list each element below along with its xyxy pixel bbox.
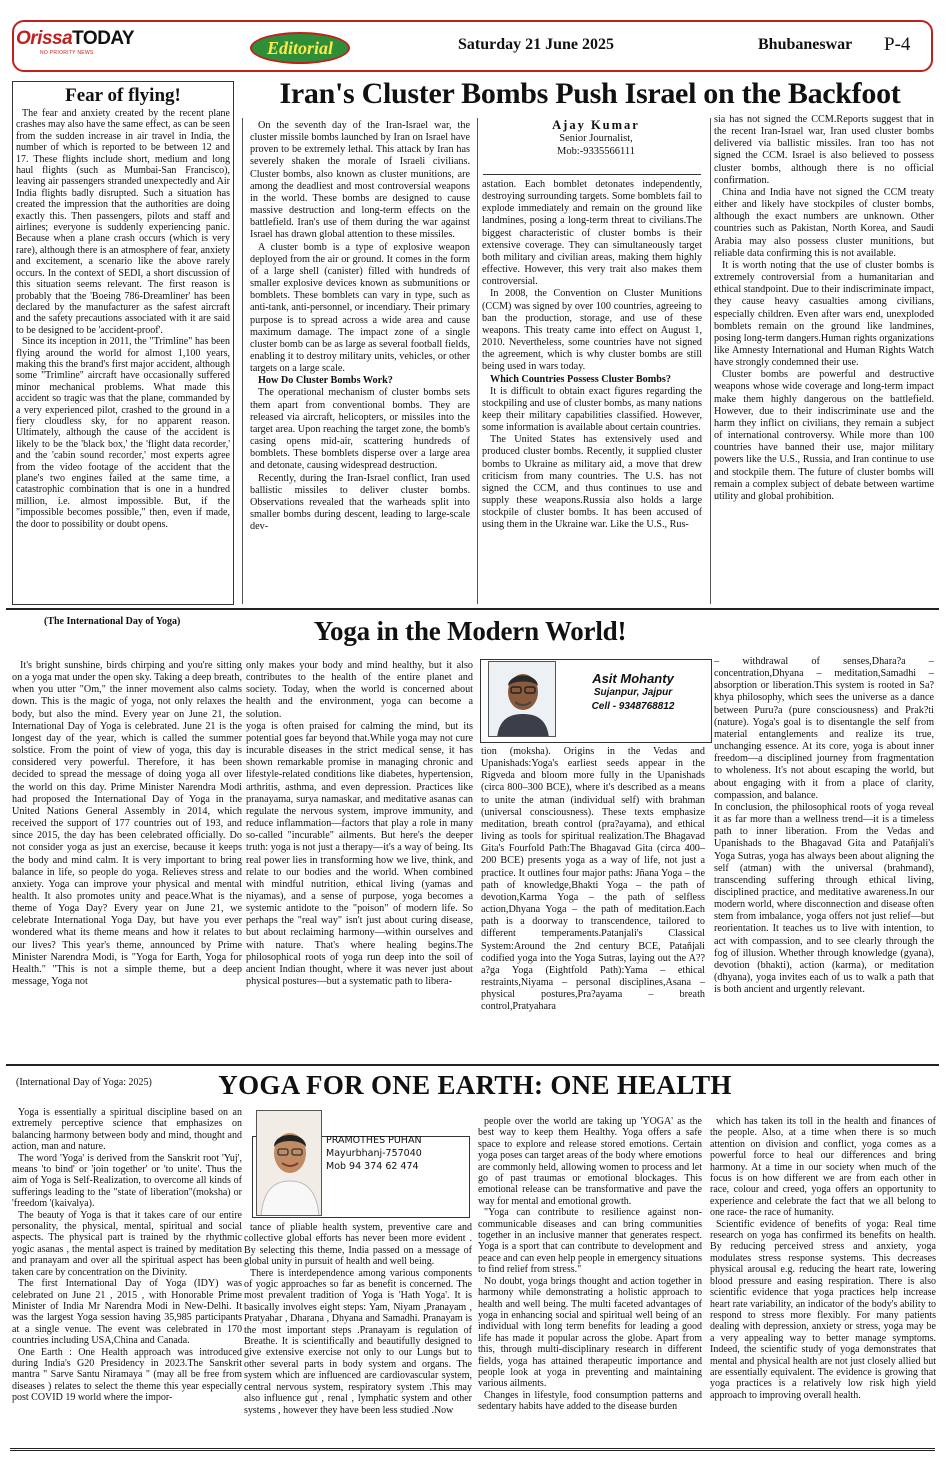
paragraph: There is interdependence among various components of yogic approaches so far as benefit is concerned. The most prevalent tradition of Yoga is 'Hath Yoga'. It is basically involves eight steps: Yam, Niyam ,Pranayam , Pratyahar , Dharana , Dhyana and Samadhi. Pranayam is the most important steps .Pranayam is regulation of Breathe. It is scientifically and beautifully designed to give extensive exercise not only to our Lungs but to other several parts in body system and organs. The system which are influenced are cardiovascular system, central nervous system, respiratory system .This may also influence gut , renal , lymphatic system and other systems , however they have been less studied .Now — [244, 1267, 472, 1416]
column-divider — [242, 118, 243, 604]
article-headline: Yoga in the Modern World! — [313, 616, 627, 646]
subheading: How Do Cluster Bombs Work? — [258, 375, 393, 387]
paragraph: One Earth : One Health approach was introduced during India's G20 Presidency in 2023.The Sanskrit mantra " Sarve Santu Niramaya " (may all be free from diseases ) relates to select the theme this year especially post COVID 19 world where the impor- — [12, 1346, 242, 1404]
author-place: Sujanpur, Jajpur — [593, 687, 673, 698]
paragraph: The United States has extensively used and produced cluster bombs. Recently, it supplied cluster bombs to Ukraine as military aid, a move that drew criticism from many countries. The U.S. has not signed the CCM, and thus continues to use and supply these weapons.Russia also holds a large stockpile of cluster bombs. It has been accused of using them in the Ukraine war. Like the U.S., Rus- — [482, 434, 702, 531]
section-badge: Editorial — [250, 32, 350, 64]
author-box — [484, 119, 708, 158]
article-column — [246, 660, 473, 1060]
paragraph: No doubt, yoga brings thought and action together in harmony while demonstrating a holistic approach to health and well being. The multi faceted advantages of yoga in enhancing social and spiritual well being of an individual with long term benefits for leading a good life has made it popular across the globe. Apart from this, through multi-disciplinary research in different fields, yoga has attained therapeutic importance and people look at yoga in preventing and maintaining various ailments. — [478, 1275, 702, 1390]
paragraph: which has taken its toll in the health and finances of the people. Also, at a time when there is so much attention on division and conflict, yoga comes as a powerful force to heal our differences and bring harmony. At a time in our society when much of the focus is on how different we are from each other in race, colour and creed, yoga offers an opportunity to experience and celebrate the fact that we all belong to one race- the race of humanity. — [710, 1116, 936, 1219]
page-bottom-rule — [10, 1448, 935, 1451]
article-column — [250, 120, 470, 602]
person-icon — [257, 1111, 322, 1216]
author-info — [560, 672, 706, 714]
author-role: Senior Journalist, — [559, 133, 633, 144]
person-icon — [489, 662, 556, 737]
paragraph: It is worth noting that the use of cluster bombs is extremely controversial from a humanitarian and ethical standpoint. Due to their indiscriminate impact, they cause heavy casualties among civilians, especially children. Even after wars end, unexploded bomblets remain on the ground like landmines, posing long-term dangers.Human rights organizations like Amnesty International and Human Rights Watch have strongly condemned their use. — [714, 259, 934, 369]
edition-date: Saturday 21 June 2025 — [458, 36, 615, 53]
paragraph: tance of pliable health system, preventive care and collective global efforts has never been more evident . By selecting this theme, India passed on a message of global unity in pursuit of health and well being. — [244, 1222, 472, 1268]
paragraph: Changes in lifestyle, food consumption patterns and sedentary habits have added to the disease burden — [478, 1389, 702, 1413]
paragraph: astation. Each bomblet detonates independently, destroying surrounding targets. Some bomblets fail to explode immediately and remain on the ground like landmines, posing a long-term threat to civilians.The biggest characteristic of cluster bombs is their extensive coverage. They can simultaneously target both military and civilian areas, making them highly effective. However, this very trait also makes them controversial. — [482, 179, 702, 288]
logo-tagline: NO PRIORITY NEWS — [40, 50, 94, 56]
paragraph: Yoga is essentially a spiritual discipline based on an extremely perceptive science that emphasizes on balancing harmony between body and mind, thought and action, man and nature. — [12, 1107, 242, 1153]
paragraph: In 2008, the Convention on Cluster Munitions (CCM) was signed by over 100 countries, agreeing to ban the production, storage, and use of these weapons. This treaty came into effect on August 1, 2010. Nevertheless, some countries have not signed the agreement, which is why cluster bombs are still being used in wars today. — [482, 288, 702, 373]
edition-city: Bhubaneswar — [758, 36, 853, 53]
paragraph: It is difficult to obtain exact figures regarding the stockpiling and use of cluster bombs, as many nations keep their military capabilities classified. However, some information is available about certain countries. — [482, 385, 702, 434]
article-column — [482, 179, 702, 602]
article-column — [710, 1116, 936, 1446]
article-column — [478, 1116, 702, 1446]
paragraph: only makes your body and mind healthy, but it also contributes to the health of the entire planet and society. Today, when the world is concerned about health and the environment, yoga can become a solution. — [246, 660, 473, 720]
subheading: Which Countries Possess Cluster Bombs? — [490, 373, 671, 385]
paragraph: The first International Day of Yoga (IDY) was celebrated on June 21 , 2015 , with Honorable Prime Minister of India Mr Narendra Modi in New-Delhi. It was the largest Yoga session having 35,985 participants at a single venue. The event was celebrated in 170 countries including USA,China and Canada. — [12, 1278, 242, 1347]
column-divider — [710, 118, 711, 604]
sidebar-body — [16, 108, 230, 602]
article-headline: YOGA FOR ONE EARTH: ONE HEALTH — [218, 1070, 732, 1100]
paragraph: A cluster bomb is a type of explosive weapon deployed from the air or ground. It comes in the form of a large shell (canister) filled with hundreds of smaller explosive devices known as submunitions or bomblets. These bomblets can vary in type, such as anti-tank, anti-personnel, or incendiary. Their primary purpose is to spread across a wide area and cause maximum damage. The impact zone of a single cluster bomb can be as large as several football fields, enabling it to destroy military units, vehicles, or other targets on a large scale. — [250, 241, 470, 375]
author-name: PRAMOTHES PUHAN — [326, 1135, 422, 1146]
paragraph: The fear and anxiety created by the recent plane crashes may also have the same effect, as can be seen from the sudden increase in air travel in India, the number of which is reported to be between 12 and 17. These flights include short, medium and long haul flights (such as Mumbai-San Francisco), leaving air passengers stranded unexpectedly and Air India flights badly disrupted. Such a situation has created the impression that the authorities are doing exactly this. Then passengers, pilots and staff and airlines; everyone is suddenly experiencing panic. Because when a plane crash occurs (which is very rare), although there is an atmosphere of fear, anxiety and excitement, a scenario like the above rarely occurs. In the context of SEDI, a short discussion of this situation seems relevant. The first reason is probably that the 'Boeing 786-Dreamliner' has been declared by the manufacturer as the safest aircraft and the safety precautions associated with it are said to be designed to be 'accident-proof'. — [16, 108, 230, 336]
author-info — [326, 1134, 422, 1173]
author-box-rule — [483, 174, 701, 175]
paragraph: yoga is often praised for calming the mind, but its potential goes far beyond that.While yoga may not cure incurable diseases in the strict medical sense, it has shown remarkable promise in managing chronic and lifestyle-related conditions like diabetes, hypertension, arthritis, asthma, and even depression. Practices like pranayama, surya namaskar, and meditative asanas can regulate the nervous system, improve immunity, and reduce inflammation—factors that play a role in many so-called "incurable" ailments. But here's the deeper truth: yoga is not just a therapy—it's a way of being. Its real power lies in transforming how we live, think, and relate to our bodies and the world. When combined with mindful nutrition, ethical living (yamas and niyamas), and a sense of purpose, yoga becomes a systemic antidote to the "poison" of modern life. So perhaps the "real way" isn't just about curing disease, but about reclaiming harmony—within ourselves and with nature. That's where healing begins.The philosophical roots of yoga run deep into the soil of ancient Indian thought, where it was never just about physical postures—but a systematic path to libera- — [246, 720, 473, 988]
article-kicker: (International Day of Yoga: 2025) — [16, 1077, 152, 1088]
article-column — [12, 660, 242, 1060]
page-number: P-4 — [884, 34, 911, 55]
sidebar-title: Fear of flying! — [65, 85, 181, 106]
paragraph: Since its inception in 2011, the "Trimline" has been flying around the world for almost 1,100 years, making this the brand's first major accident, although some "Trimline" aircraft have occasionally suffered minor mechanical problems. What made this accident so tragic was that the plane, commanded by a very experienced pilot, crashed to the ground in a fiery cloudless sky, for no apparent reason. Ultimately, although the cause of the accident is likely to be the 'black box,' the 'flight data recorder,' and the 'cabin sound recorder,' most experts agree from the video footage of the accident that the plane's two engines failed at the same time, a catastrophic combination that is one in a hundred million, i.e. almost impossible. But, if the "impossible becomes possible," then, even if made, the door to possibility or doubt opens. — [16, 336, 230, 530]
paragraph: The operational mechanism of cluster bombs sets them apart from conventional bombs. They are released via aircraft, helicopters, or missiles into the target area. Upon reaching the target zone, the bomb's casing opens mid-air, scattering hundreds of bomblets. These bomblets disperse over a large area and detonate, causing widespread destruction. — [250, 387, 470, 472]
article-column — [244, 1222, 472, 1446]
paragraph: China and India have not signed the CCM treaty either and likely have stockpiles of cluster bombs, although the exact numbers are unknown. Other countries such as Pakistan, North Korea, and Saudi Arabia may also possess cluster munitions, but reliable data confirming this is not available. — [714, 186, 934, 259]
article-column — [481, 746, 705, 1060]
article-headline: Iran's Cluster Bombs Push Israel on the Backfoot — [279, 77, 901, 110]
paragraph: Cluster bombs are powerful and destructive weapons whose wide coverage and long-term impact make them highly dangerous on the battlefield. However, due to their indiscriminate use and the harm they inflict on civilians, they remain a subject of international controversy. While more than 100 countries have banned their use, major military powers like the U.S., Russia, and Iran continue to use and stockpile them. The future of cluster bombs will remain a complex subject of debate between wartime utility and global prohibition. — [714, 369, 934, 502]
paragraph: In conclusion, the philosophical roots of yoga reveal it as far more than a wellness trend—it is a timeless path to inner liberation. From the Vedas and Upanishads to the Bhagavad Gita and Patañjali's Yoga Sutras, yoga has always been about aligning the self (atman) with the universal (brahmand), transcending suffering through ethical living, disciplined practice, and meditative awareness.In our modern world, where disconnection and disease often stem from imbalance, yoga offers not just relief—but reorientation. It teaches us to live with intention, to act with compassion, and to see clearly through the fog of illusion. Whether through knowledge (gyana), devotion (bhakti), action (karma), or meditation (dhyana), yoga invites each of us to walk a path that is both ancient and urgently relevant. — [714, 801, 934, 996]
paragraph: On the seventh day of the Iran-Israel war, the cluster missile bombs launched by Iran on Israel have proven to be extremely lethal. This attack by Iran has severely shaken the morale of Israeli civilians. Cluster bombs, also known as cluster munitions, are among the deadliest and most controversial weapons in the world. These bombs are designed to cause massive destruction and long-term effects on the battlefield. Iran's use of them during the war against Israel has drawn global attention to these missiles. — [250, 120, 470, 241]
author-photo — [256, 1110, 322, 1216]
paragraph: Recently, during the Iran-Israel conflict, Iran used ballistic missiles to deliver cluster bombs. Observations revealed that the warheads split into smaller bombs during descent, leading to large-scale dev- — [250, 472, 470, 533]
paragraph: sia has not signed the CCM.Reports suggest that in the recent Iran-Israel war, Iran used cluster bombs delivered via ballistic missiles. Iran too has not signed the CCM. Israel is also believed to possess cluster bombs, although there is no official confirmation. — [714, 114, 934, 186]
logo-red-text: Orissa — [16, 28, 73, 49]
author-place: Mayurbhanj-757040 — [326, 1148, 422, 1159]
author-name: Asit Mohanty — [592, 671, 674, 686]
section-separator — [6, 608, 939, 610]
author-phone: Mob:-9335566111 — [557, 146, 635, 157]
column-divider — [477, 118, 478, 604]
paragraph: The word 'Yoga' is derived from the Sanskrit root 'Yuj', means 'to bind' or 'join together' or 'to unite'. Thus the aim of Yoga is Self-Realization, to overcome all kinds of sufferings leading to the "state of liberation"(moksha) or 'freedom '(kaivalya). — [12, 1152, 242, 1210]
paragraph: – withdrawal of senses,Dhara?a – concentration,Dhyana – meditation,Samadhi – absorption or liberation.This system is rooted in Sa?khya philosophy, which sees the universe as a dance between Puru?a (pure consciousness) and Prak?ti (nature). Yoga's goal is to disentangle the self from material entanglements and realize its true, unchanging essence. At its core, yoga is about inner freedom—a disciplined journey from fragmentation to wholeness. It's not about escaping the world, but about engaging with it from a place of clarity, compassion, and balance. — [714, 656, 934, 801]
article-column — [714, 114, 934, 602]
newspaper-logo[interactable] — [16, 28, 134, 50]
paragraph: people over the world are taking up 'YOGA' as the best way to keep them Healthy. Yoga offers a safe space to explore and release stored emotions. Certain yoga poses can target areas of the body where emotions are commonly held, allowing women to process and let go of past traumas or emotional blockages. This emotional release can be transformative and pave the way for mental and emotional growth. — [478, 1116, 702, 1207]
section-separator — [6, 1064, 939, 1066]
author-photo — [488, 661, 556, 737]
article-kicker: (The International Day of Yoga) — [44, 616, 181, 627]
author-phone: Mob 94 374 62 474 — [326, 1161, 419, 1172]
paragraph: It's bright sunshine, birds chirping and you're sitting on a yoga mat under the open sky. Taking a deep breath, when you utter "Om," the inner movement also calms down. This is the magic of yoga, not only relaxes the body, but also the mind. Every year on June 21, the International Day of Yoga is celebrated. June 21 is the longest day of the year, which is called the summer solstice. From the point of view of yoga, this day is considered very powerful. Therefore, it has been decided to spread the message of doing yoga all over the world on this day. Prime Minister Narendra Modi had proposed the International Day of Yoga in the United Nations General Assembly in 2014, which received the support of 177 countries out of 193, and since 2015, the day has been celebrated officially. Do not consider yoga as just an exercise, because it keeps the body and mind calm. It is very important to bring balance in life, so people do yoga. Relieves stress and anxiety. Yoga can improve your physical and mental health. It also promotes unity and peace.What is the theme of Yoga Day? Every year on June 21, we celebrate International Yoga Day, but have you ever wondered what its theme means and how it relates to our lives? This year's theme, announced by Prime Minister Narendra Modi, is "Yoga for Earth, Yoga for Health." "This is not a simple theme, but a deep message, Yoga not — [12, 660, 242, 988]
author-name: Ajay Kumar — [552, 118, 640, 132]
article-column — [12, 1107, 242, 1445]
article-column — [714, 656, 934, 1060]
logo-black-text: TODAY — [72, 28, 135, 49]
paragraph: tion (moksha). Origins in the Vedas and Upanishads:Yoga's earliest seeds appear in the Rigveda and bloom more fully in the Upanishads (circa 800–300 BCE), where it's described as a means to unite the atman (individual self) with brahman (universal consciousness). These texts emphasize meditation, breath control (pra?ayama), and ethical living as tools for spiritual realization.The Bhagavad Gita's Fourfold Path:The Bhagavad Gita (circa 400–200 BCE) presents yoga as a way of life, not just a practice. It outlines four major paths: Jñana Yoga – the path of knowledge,Bhakti Yoga – the path of devotion,Karma Yoga – the path of selfless action,Dhyana Yoga – the path of meditation.Each path is a doorway to transcendence, tailored to different temperaments.Patanjali's Classical System:Around the 2nd century BCE, Patañjali codified yoga into the Yoga Sutras, laying out the A??a?ga Yoga (Eightfold Path):Yama – ethical restraints,Niyama – personal disciplines,Asana – physical postures,Pra?ayama – breath control,Pratyahara — [481, 746, 705, 1013]
author-phone: Cell - 9348768812 — [591, 701, 675, 712]
paragraph: The beauty of Yoga is that it takes care of our entire personality, the physical, mental, spiritual and social aspects. The physical part is trained by the rhythmic yogic asanas , the mental aspect is trained by meditation and pranayam and over all the spiritual aspect has been taken care by concentration on the Divinity. — [12, 1209, 242, 1278]
paragraph: Scientific evidence of benefits of yoga: Real time research on yoga has confirmed its benefits on health. By reducing perceived stress and anxiety, yoga modulates stress response systems. This decreases physical arousal e.g. reducing the heart rate, lowering blood pressure and easing respiration. There is also scientific evidence that yoga practices help increase heart rate variability, an indicator of the body's ability to respond to stress more flexibly. For many patients dealing with depression, anxiety or stress, yoga may be a very appealing way to better manage symptoms. Indeed, the scientific study of yoga demonstrates that mental and physical health are not just closely allied but are essentially equivalent. The evidence is growing that yoga practices is a relatively low risk high yield approach to improving overall health. — [710, 1218, 936, 1401]
paragraph: "Yoga can contribute to resilience against non-communicable diseases and can bring communities together in an inclusive manner that generates respect. Yoga is a sport that can contribute to development and peace and can even help people in emergency situations to find relief from stress." — [478, 1207, 702, 1276]
